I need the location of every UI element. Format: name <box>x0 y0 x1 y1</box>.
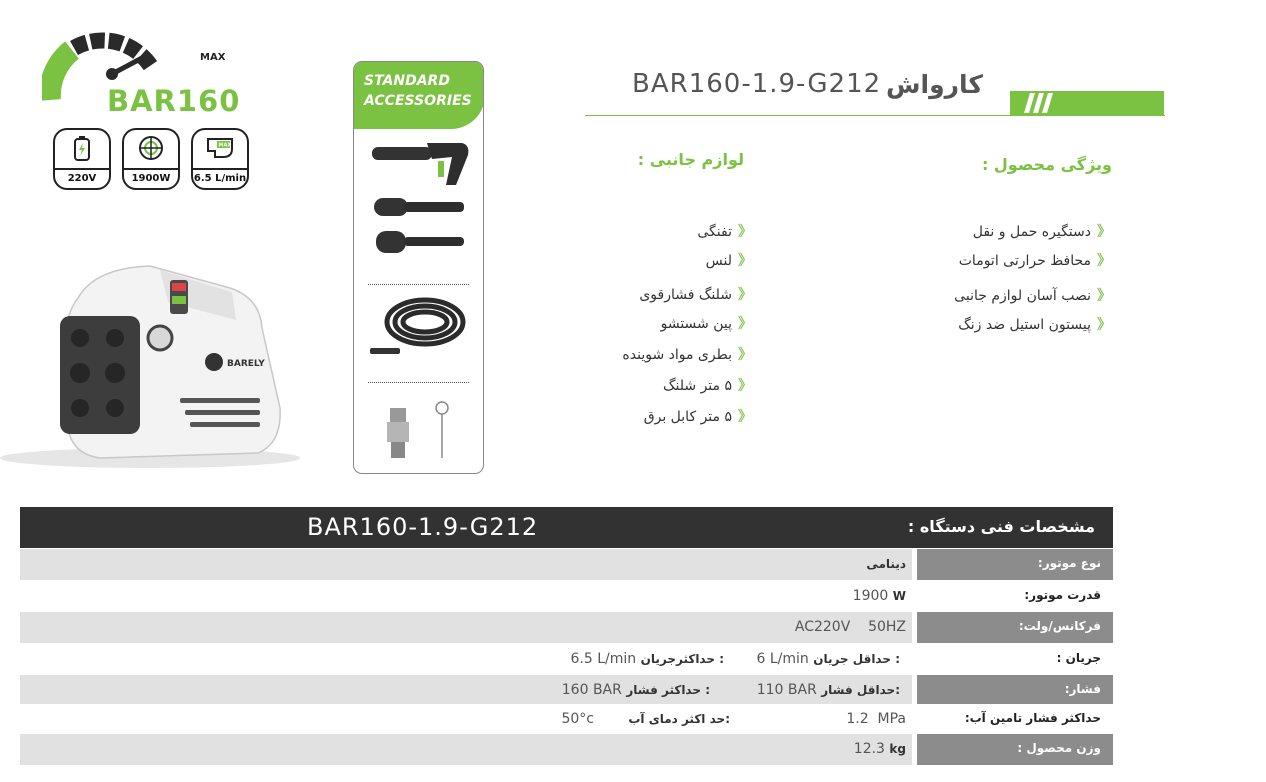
max-pressure-key: حداکثر فشار : <box>626 683 710 697</box>
voltage-spec <box>53 128 111 190</box>
chevron-icon: 《 <box>738 347 752 363</box>
spec-label: فرکانس/ولت: <box>917 612 1113 643</box>
feature-item: 《نصب آسان لوازم جانبی <box>954 288 1111 304</box>
voltage-value: 220V <box>67 173 97 184</box>
chevron-icon: 《 <box>738 316 752 332</box>
chevron-icon: 《 <box>738 409 752 425</box>
features-heading: ویژگی محصول : <box>981 155 1112 174</box>
spec-label: جریان : <box>917 644 1113 675</box>
inlet-pressure-value: 1.2 MPa <box>846 711 906 727</box>
min-pressure-value: 110 BAR <box>756 682 817 698</box>
accessory-item: 《بطری مواد شوینده <box>622 347 752 363</box>
feature-item: 《محافظ حرارتی اتومات <box>958 253 1111 269</box>
accessory-item: 《شلنگ فشارقوی <box>639 287 752 303</box>
specs-heading: مشخصات فنی دستگاه : <box>907 517 1095 536</box>
spec-label: حداکثر فشار تامین آب: <box>917 704 1113 735</box>
nozzle-image <box>376 227 468 257</box>
frequency-value: AC220V 50HZ <box>794 619 906 635</box>
chevron-icon: 《 <box>738 287 752 303</box>
power-unit: W <box>892 589 906 603</box>
chevron-icon: 《 <box>738 378 752 394</box>
min-flow-value: 6 L/min <box>756 651 809 667</box>
flow-value: 6.5 L/min <box>193 173 247 184</box>
max-flow-value: 6.5 L/min <box>570 651 637 667</box>
accessories-header <box>354 62 484 129</box>
gauge-max-label: MAX <box>200 52 226 63</box>
product-model: BAR160-1.9-G212 <box>632 69 882 99</box>
max-water-temp-key: حد اکثر دمای آب: <box>628 712 730 726</box>
motor-icon <box>136 135 166 163</box>
max-pressure-value: 160 BAR <box>561 682 622 698</box>
specs-model: BAR160-1.9-G212 <box>307 513 539 541</box>
title-underline <box>585 115 1165 116</box>
pressure-gauge-logo <box>42 28 247 118</box>
accessory-item: 《لنس <box>705 253 752 269</box>
accessories-title-line2: ACCESSORIES <box>364 93 472 109</box>
chevron-icon: 《 <box>738 224 752 240</box>
spray-gun-image <box>372 135 472 190</box>
stripes-icon <box>1020 93 1060 113</box>
spec-row-frequency <box>20 612 1113 643</box>
battery-icon <box>67 135 97 163</box>
accessory-item: 《پین شستشو <box>660 316 752 332</box>
spec-row-pressure <box>20 675 1113 706</box>
feature-item: 《پیستون استیل ضد زنگ <box>958 317 1111 333</box>
product-name: کارواش <box>886 70 983 99</box>
accessory-item: 《۵ متر کابل برق <box>643 409 752 425</box>
power-spec <box>122 128 180 190</box>
min-pressure-key: حداقل فشار: <box>821 683 900 697</box>
chevron-icon: 《 <box>1097 224 1111 240</box>
machine-brand: BARELY <box>227 359 265 369</box>
chevron-icon: 《 <box>1097 317 1111 333</box>
feature-item: 《دستگیره حمل و نقل <box>972 224 1111 240</box>
power-value: 1900 <box>852 588 889 604</box>
lance-image <box>374 192 469 222</box>
chevron-icon: 《 <box>738 253 752 269</box>
accessory-item: 《تفنگی <box>697 224 752 240</box>
pressure-washer-image <box>0 258 300 472</box>
spec-row-motor-type <box>20 549 1113 580</box>
motor-type-value: دینامی <box>866 557 906 571</box>
spec-row-weight <box>20 734 1113 765</box>
flow-max-icon <box>205 135 235 163</box>
hose-image <box>370 290 470 360</box>
spec-row-motor-power <box>20 581 1113 612</box>
weight-unit: kg <box>889 742 906 756</box>
spec-label: قدرت موتور: <box>917 581 1113 612</box>
accessory-list-heading: لوازم جانبی : <box>637 150 744 169</box>
spec-label: وزن محصول : <box>917 734 1113 765</box>
flow-spec <box>191 128 249 190</box>
weight-value: 12.3 <box>853 741 885 757</box>
standard-accessories-card <box>353 61 484 474</box>
spec-row-inlet-pressure <box>20 704 1113 735</box>
max-water-temp-value: 50°c <box>561 711 594 727</box>
chevron-icon: 《 <box>1097 253 1111 269</box>
accessory-item: 《۵ متر شلنگ <box>663 378 752 394</box>
min-flow-key: حداقل جریان : <box>813 652 900 666</box>
spec-row-flow <box>20 644 1113 675</box>
accessories-title-line1: STANDARD <box>364 73 450 89</box>
power-value: 1900W <box>131 173 171 184</box>
gauge-model-label: BAR160 <box>107 84 241 118</box>
spec-label: فشار: <box>917 675 1113 706</box>
spec-label: نوع موتور: <box>917 549 1113 580</box>
specs-table-header <box>20 507 1113 548</box>
max-flow-key: حداکثرجریان : <box>640 652 724 666</box>
connector-and-pin-image <box>384 398 454 464</box>
chevron-icon: 《 <box>1097 288 1111 304</box>
max-badge: MAX <box>218 142 232 149</box>
